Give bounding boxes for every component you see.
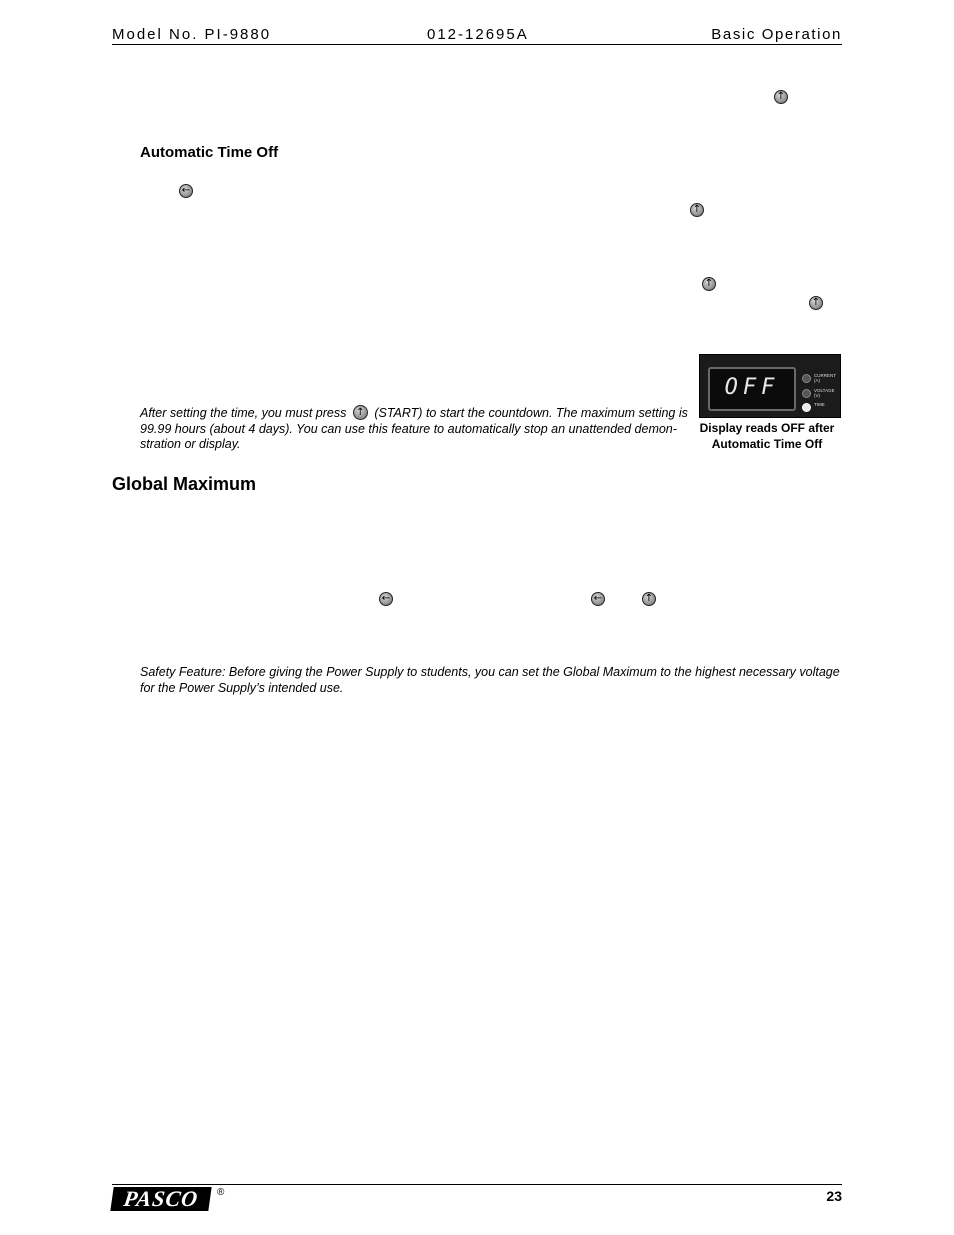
- indicator-current: CURRENT (A): [802, 373, 840, 385]
- pasco-logo: PASCO: [110, 1187, 211, 1211]
- led-icon: [802, 403, 811, 412]
- left-arrow-icon: ←: [179, 184, 193, 198]
- indicator-time: TIME: [802, 402, 840, 414]
- figure-caption: Display reads OFF after Automatic Time Off: [699, 421, 835, 451]
- led-icon: [802, 389, 811, 398]
- header-doc-number: 012-12695A: [427, 26, 529, 43]
- up-arrow-icon: ↑: [702, 277, 716, 291]
- registered-mark: ®: [217, 1187, 225, 1198]
- header-model: Model No. PI-9880: [112, 26, 272, 43]
- up-arrow-icon: ↑: [642, 592, 656, 606]
- left-arrow-icon: ←: [591, 592, 605, 606]
- footer-rule: [112, 1184, 842, 1185]
- automatic-time-off-heading: Automatic Time Off: [140, 144, 279, 161]
- up-arrow-icon: ↑: [690, 203, 704, 217]
- header-section: Basic Operation: [711, 26, 842, 43]
- left-arrow-icon: ←: [379, 592, 393, 606]
- up-arrow-icon: ↑: [774, 90, 788, 104]
- global-maximum-heading: Global Maximum: [112, 474, 257, 494]
- global-maximum-note: Safety Feature: Before giving the Power Supply to students, you can set the Global Maximum to the highest necessary voltage for the Power Supply’s intended use.: [140, 665, 840, 695]
- indicator-voltage: VOLTAGE (V): [802, 388, 840, 400]
- page-number: 23: [826, 1188, 842, 1204]
- power-supply-display-figure: [699, 354, 841, 418]
- header-rule: [112, 44, 842, 45]
- display-readout: OFF: [708, 367, 796, 411]
- up-arrow-icon: ↑: [809, 296, 823, 310]
- up-arrow-icon: ↑: [353, 405, 368, 420]
- automatic-time-off-note: After setting the time, you must press ↑ (START) to start the countdown. The maximum setting is 99.99 hours (about 4 days). You can use this feature to automatically stop an unattended demon-stration or display.: [140, 406, 688, 451]
- led-icon: [802, 374, 811, 383]
